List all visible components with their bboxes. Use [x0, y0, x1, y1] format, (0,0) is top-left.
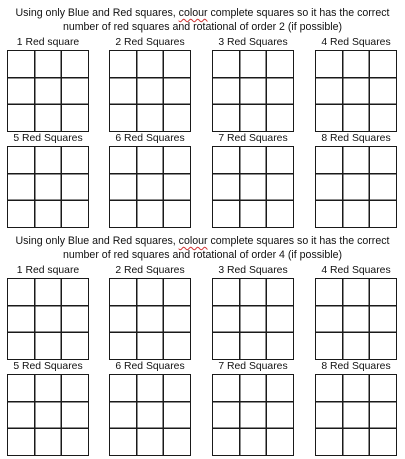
puzzle-5 [7, 361, 89, 456]
blank-3x3-grid[interactable] [315, 50, 397, 132]
puzzle-label: 3 Red Squares [218, 37, 288, 48]
puzzle-2 [109, 265, 191, 360]
blank-3x3-grid[interactable] [109, 374, 191, 456]
blank-3x3-grid[interactable] [212, 146, 294, 228]
puzzle-label: 6 Red Squares [115, 133, 185, 144]
puzzle-label: 1 Red square [16, 37, 80, 48]
puzzle-label: 5 Red Squares [13, 133, 83, 144]
puzzle-label: 3 Red Squares [218, 265, 288, 276]
blank-3x3-grid[interactable] [315, 374, 397, 456]
spellcheck-word: colour [178, 7, 208, 19]
puzzle-4 [315, 37, 397, 132]
instruction-line-2: number of red squares and rotational of order 2 (if possible) [62, 21, 343, 33]
puzzle-label: 7 Red Squares [218, 133, 288, 144]
order-2-section [0, 6, 405, 144]
puzzle-6 [109, 133, 191, 228]
instruction-line-1: Using only Blue and Red squares, colour complete squares so it has the correct [15, 7, 390, 19]
puzzle-8 [315, 133, 397, 228]
spellcheck-word: colour [178, 235, 208, 247]
instruction-line-2: number of red squares and rotational of order 4 (if possible) [62, 249, 343, 261]
blank-3x3-grid[interactable] [7, 374, 89, 456]
puzzle-7 [212, 133, 294, 228]
puzzle-1 [7, 37, 89, 132]
blank-3x3-grid[interactable] [212, 50, 294, 132]
puzzle-3 [212, 265, 294, 360]
puzzle-label: 4 Red Squares [321, 265, 391, 276]
blank-3x3-grid[interactable] [109, 50, 191, 132]
blank-3x3-grid[interactable] [212, 374, 294, 456]
puzzle-label: 2 Red Squares [115, 265, 185, 276]
puzzle-label: 6 Red Squares [115, 361, 185, 372]
instruction-line-1: Using only Blue and Red squares, colour complete squares so it has the correct [15, 235, 390, 247]
puzzle-label: 2 Red Squares [115, 37, 185, 48]
blank-3x3-grid[interactable] [315, 278, 397, 360]
puzzle-8 [315, 361, 397, 456]
puzzle-label: 8 Red Squares [321, 361, 391, 372]
blank-3x3-grid[interactable] [212, 278, 294, 360]
blank-3x3-grid[interactable] [315, 146, 397, 228]
puzzle-6 [109, 361, 191, 456]
puzzle-1 [7, 265, 89, 360]
puzzle-label: 4 Red Squares [321, 37, 391, 48]
puzzle-label: 5 Red Squares [13, 361, 83, 372]
puzzle-label: 1 Red square [16, 265, 80, 276]
puzzle-7 [212, 361, 294, 456]
blank-3x3-grid[interactable] [7, 146, 89, 228]
order-4-section [0, 234, 405, 372]
puzzle-label: 7 Red Squares [218, 361, 288, 372]
blank-3x3-grid[interactable] [7, 50, 89, 132]
puzzle-2 [109, 37, 191, 132]
puzzle-4 [315, 265, 397, 360]
puzzle-label: 8 Red Squares [321, 133, 391, 144]
puzzle-3 [212, 37, 294, 132]
blank-3x3-grid[interactable] [109, 146, 191, 228]
blank-3x3-grid[interactable] [109, 278, 191, 360]
puzzle-5 [7, 133, 89, 228]
blank-3x3-grid[interactable] [7, 278, 89, 360]
